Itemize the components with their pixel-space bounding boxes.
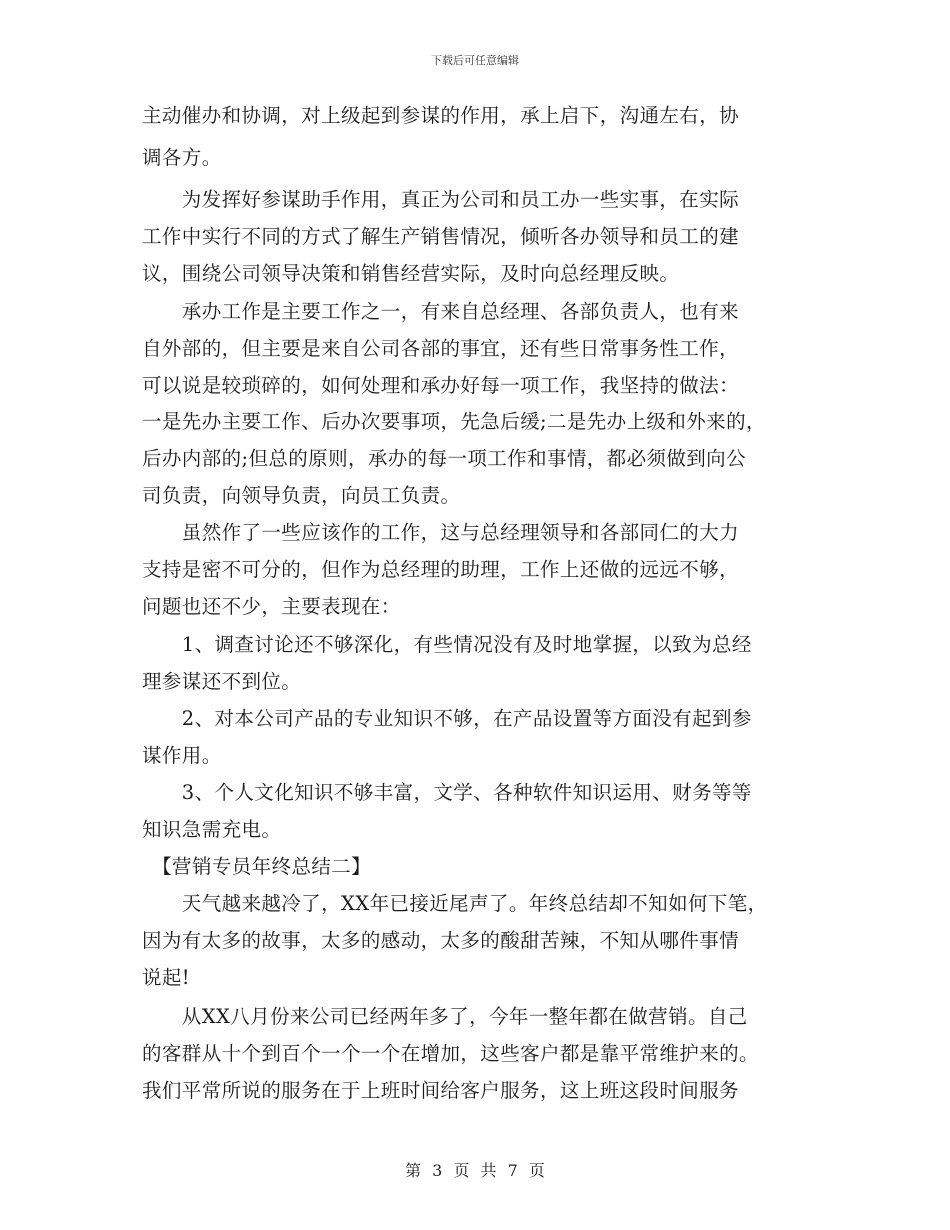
page-header: 下载后可任意编辑 [431,54,519,67]
text-line: 的客群从十个到百个一个一个在增加，这些客户都是靠平常维护来的。 [142,1042,759,1065]
text-line: 3、个人文化知识不够丰富，文学、各种软件知识运用、财务等等 [142,781,752,804]
text-line: 工作中实行不同的方式了解生产销售情况，倾听各办领导和员工的建 [142,225,740,248]
page-footer: 第 3 页 共 7 页 [405,1161,545,1180]
text-line: 一是先办主要工作、后办次要事项，先急后缓;二是先办上级和外来的， [142,410,766,433]
text-line: 虽然作了一些应该作的工作，这与总经理领导和各部同仁的大力 [142,521,740,544]
text-line: 问题也还不少，主要表现在： [142,595,401,618]
text-line: 支持是密不可分的，但作为总经理的助理，工作上还做的远远不够， [142,558,740,581]
text-line: 为发挥好参谋助手作用，真正为公司和员工办一些实事，在实际 [142,188,740,211]
text-line: 司负责，向领导负责，向员工负责。 [142,484,461,507]
text-line: 2、对本公司产品的专业知识不够，在产品设置等方面没有起到参 [142,707,752,730]
text-line: 谋作用。 [142,744,222,767]
text-line: 1、调查讨论还不够深化，有些情况没有及时地掌握，以致为总经 [142,633,752,656]
text-line: 议，围绕公司领导决策和销售经营实际，及时向总经理反映。 [142,262,680,285]
text-line: 主动催办和协调，对上级起到参谋的作用，承上启下，沟通左右，协 [142,104,740,127]
section-heading: 【营销专员年终总结二】 [142,855,372,878]
text-line: 可以说是较琐碎的，如何处理和承办好每一项工作，我坚持的做法： [142,374,740,397]
text-line: 自外部的，但主要是来自公司各部的事宜，还有些日常事务性工作， [142,337,740,360]
text-line: 后办内部的;但总的原则，承办的每一项工作和事情，都必须做到向公 [142,447,746,470]
text-line: 我们平常所说的服务在于上班时间给客户服务，这上班这段时间服务 [142,1079,740,1102]
text-line: 知识急需充电。 [142,818,282,841]
text-line: 说起! [142,966,191,989]
text-line: 理参谋还不到位。 [142,670,302,693]
text-line: 天气越来越冷了，XX年已接近尾声了。年终总结却不知如何下笔， [142,892,768,915]
text-line: 从XX八月份来公司已经两年多了，今年一整年都在做营销。自己 [142,1005,748,1028]
text-line: 承办工作是主要工作之一，有来自总经理、各部负责人，也有来 [142,300,740,323]
text-line: 调各方。 [142,146,222,169]
text-line: 因为有太多的故事，太多的感动，太多的酸甜苦辣，不知从哪件事情 [142,929,740,952]
